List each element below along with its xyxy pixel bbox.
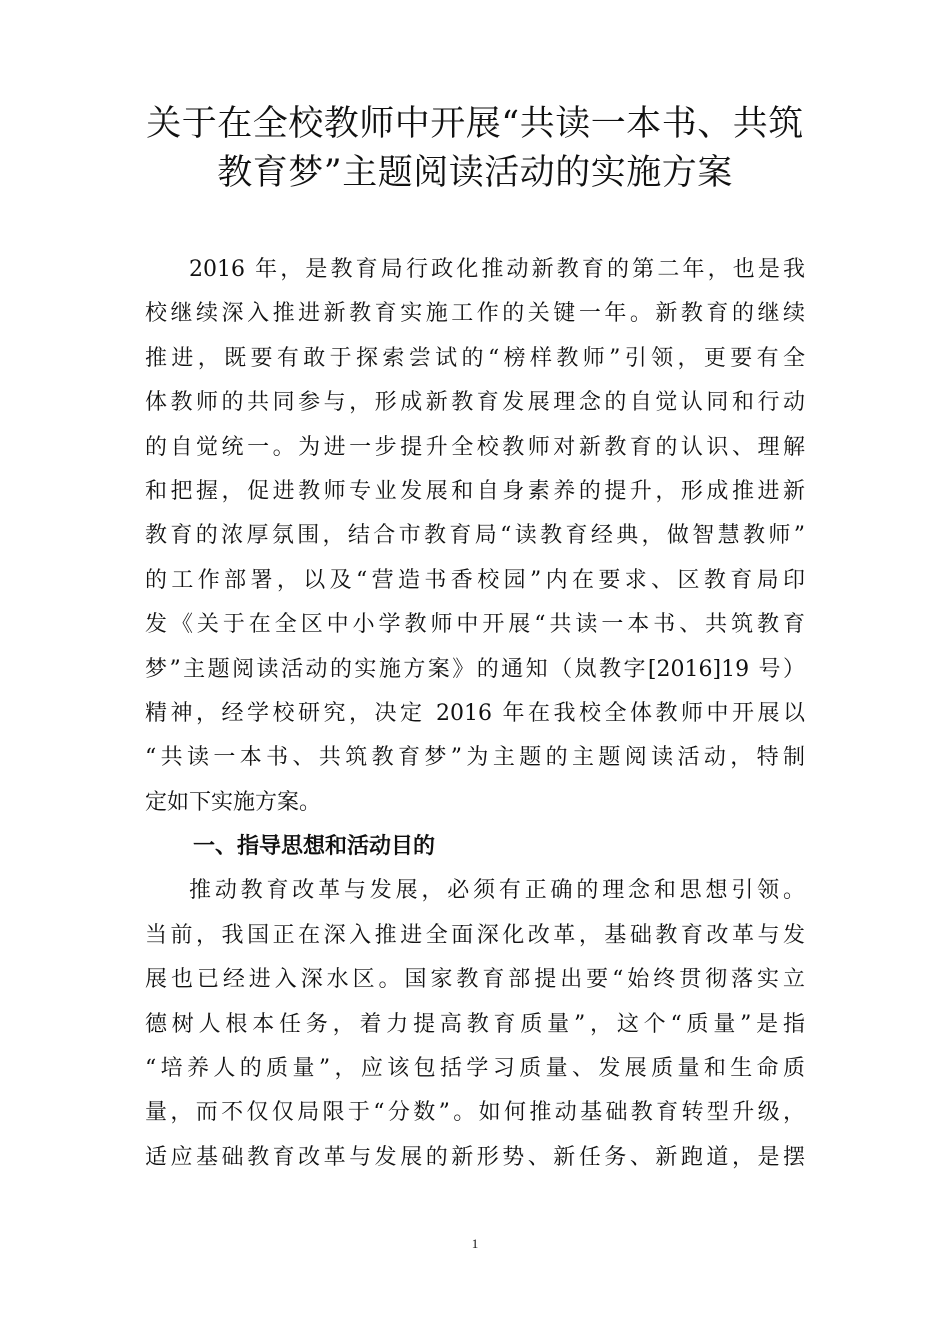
paragraph-line: 精神，经学校研究，决定 2016 年在我校全体教师中开展以 [145,700,805,726]
title-line: 教育梦”主题阅读活动的实施方案 [217,153,733,193]
paragraph-line: “共读一本书、共筑教育梦”为主题的主题阅读活动，特制 [145,745,805,771]
paragraph-line: 当前，我国正在深入推进全面深化改革，基础教育改革与发 [145,922,805,948]
paragraph-line: 体教师的共同参与，形成新教育发展理念的自觉认同和行动 [145,390,805,416]
paragraph-line: 梦”主题阅读活动的实施方案》的通知（岚教字[2016]19 号） [145,656,805,682]
paragraph-line: 发《关于在全区中小学教师中开展“共读一本书、共筑教育 [145,612,805,638]
title-line: 关于在全校教师中开展“共读一本书、共筑 [146,104,804,144]
paragraph-line: 德树人根本任务，着力提高教育质量”，这个“质量”是指 [145,1011,805,1037]
paragraph-line: 展也已经进入深水区。国家教育部提出要“始终贯彻落实立 [145,967,805,993]
page-number: 1 [471,1236,479,1251]
paragraph-line: 的工作部署，以及“营造书香校园”内在要求、区教育局印 [145,567,805,593]
paragraph-line: 校继续深入推进新教育实施工作的关键一年。新教育的继续 [145,301,805,327]
section-heading: 一、指导思想和活动目的 [193,834,436,860]
paragraph-line: 2016 年，是教育局行政化推动新教育的第二年，也是我 [189,257,805,282]
paragraph-line: 适应基础教育改革与发展的新形势、新任务、新跑道，是摆 [145,1144,805,1170]
paragraph-line: 和把握，促进教师专业发展和自身素养的提升，形成推进新 [145,478,805,504]
paragraph-line: 定如下实施方案。 [145,789,322,815]
paragraph-line: 教育的浓厚氛围，结合市教育局“读教育经典，做智慧教师” [145,523,805,549]
paragraph-line: 的自觉统一。为进一步提升全校教师对新教育的认识、理解 [145,434,805,460]
paragraph-line: 推动教育改革与发展，必须有正确的理念和思想引领。 [189,878,805,904]
paragraph-line: 量，而不仅仅局限于“分数”。如何推动基础教育转型升级， [145,1100,805,1126]
paragraph-line: “培养人的质量”，应该包括学习质量、发展质量和生命质 [145,1056,805,1082]
paragraph-line: 推进，既要有敢于探索尝试的“榜样教师”引领，更要有全 [145,345,805,371]
document-body [145,248,805,1180]
document-title [110,100,840,198]
